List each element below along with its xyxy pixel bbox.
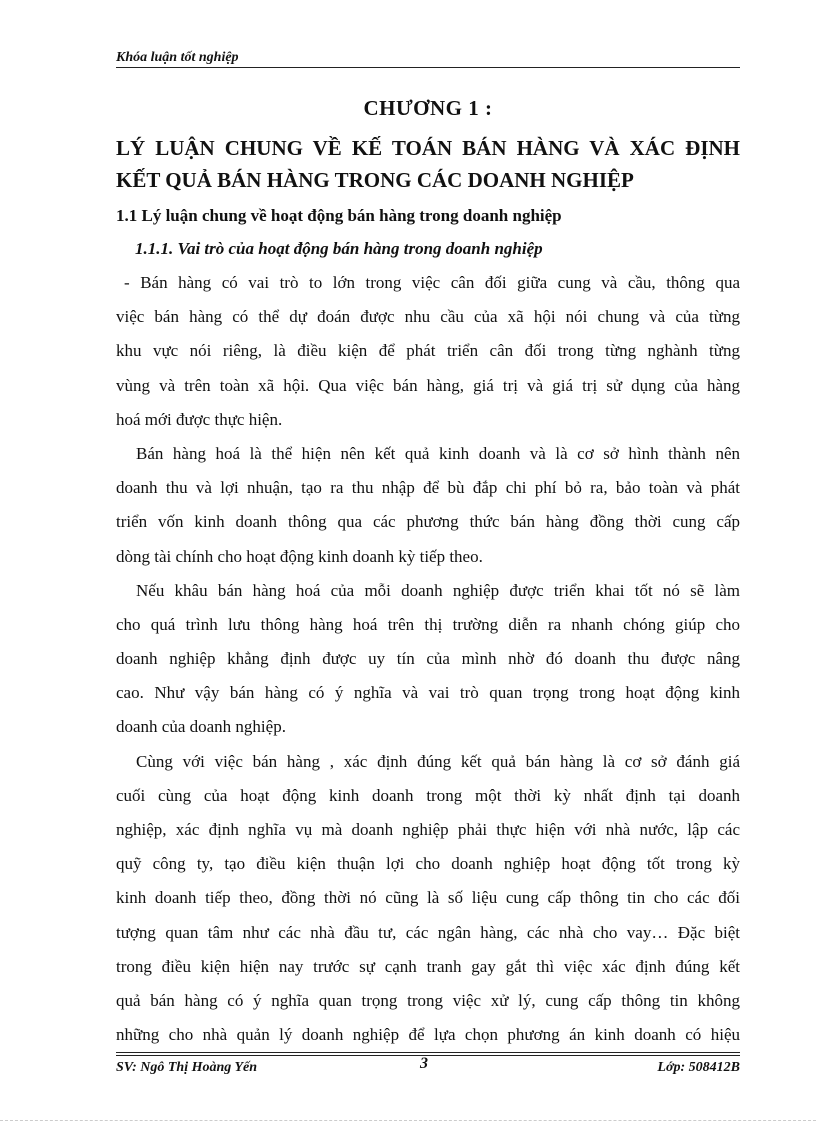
body-line: vùng và trên toàn xã hội. Qua việc bán hàng, giá trị và giá trị sử dụng của hàng — [116, 375, 740, 395]
footer-student: SV: Ngô Thị Hoàng Yến — [116, 1060, 258, 1075]
header-rule — [116, 67, 740, 68]
section-heading: 1.1 Lý luận chung về hoạt động bán hàng trong doanh nghiệp — [116, 206, 562, 225]
page-number: 3 — [420, 1055, 428, 1072]
body-line: tượng quan tâm như các nhà đầu tư, các ngân hàng, các nhà cho vay… Đặc biệt — [116, 922, 740, 942]
chapter-title-line-1: LÝ LUẬN CHUNG VỀ KẾ TOÁN BÁN HÀNG VÀ XÁC ĐỊNH — [116, 136, 740, 160]
body-line: doanh nghiệp khẳng định được uy tín của mình nhờ đó doanh thu được nâng — [116, 649, 740, 669]
footer-rule-thin — [116, 1055, 740, 1056]
body-line: Nếu khâu bán hàng hoá của mỗi doanh nghiệp được triển khai tốt nó sẽ làm — [136, 580, 740, 600]
chapter-title — [116, 132, 740, 196]
body-line: - Bán hàng có vai trò to lớn trong việc cân đối giữa cung và cầu, thông qua — [124, 273, 740, 292]
body-line: doanh của doanh nghiệp. — [116, 717, 286, 737]
body-text — [116, 266, 740, 1052]
footer-rule — [116, 1052, 740, 1053]
body-line: triển vốn kinh doanh thông qua các phương thức bán hàng đồng thời cung cấp — [116, 512, 740, 532]
page-edge — [0, 1120, 816, 1121]
body-line: dòng tài chính cho hoạt động kinh doanh kỳ tiếp theo. — [116, 546, 483, 566]
body-line: trong điều kiện hiện nay trước sự cạnh tranh gay gắt thì việc xác định đúng kết — [116, 956, 740, 976]
body-line: cho quá trình lưu thông hàng hoá trên thị trường diễn ra nhanh chóng giúp cho — [116, 614, 740, 634]
chapter-number: CHƯƠNG 1 : — [363, 96, 493, 120]
running-header: Khóa luận tốt nghiệp — [116, 50, 239, 65]
body-line: Cùng với việc bán hàng , xác định đúng kết quả bán hàng là cơ sở đánh giá — [136, 751, 740, 771]
body-line: quỹ công ty, tạo điều kiện thuận lợi cho doanh nghiệp hoạt động tốt trong kỳ — [116, 854, 740, 874]
body-line: kinh doanh tiếp theo, đồng thời nó cũng là số liệu cung cấp thông tin cho các đối — [116, 888, 740, 908]
chapter-title-line-2: KẾT QUẢ BÁN HÀNG TRONG CÁC DOANH NGHIỆP — [116, 168, 634, 192]
body-line: nghiệp, xác định nghĩa vụ mà doanh nghiệp phải thực hiện với nhà nước, lập các — [116, 820, 740, 839]
body-line: cuối cùng của hoạt động kinh doanh trong một thời kỳ nhất định tại doanh — [116, 785, 740, 805]
body-line: hoá mới được thực hiện. — [116, 409, 283, 429]
body-line: cao. Như vậy bán hàng có ý nghĩa và vai trò quan trọng trong hoạt động kinh — [116, 683, 740, 703]
body-line: quả bán hàng có ý nghĩa quan trọng trong việc xử lý, cung cấp thông tin không — [116, 990, 740, 1010]
body-line: những cho nhà quản lý doanh nghiệp để lựa chọn phương án kinh doanh có hiệu — [116, 1025, 740, 1045]
body-line: doanh thu và lợi nhuận, tạo ra thu nhập để bù đắp chi phí bỏ ra, bảo toàn và phát — [116, 478, 740, 498]
body-line: Bán hàng hoá là thể hiện nên kết quả kinh doanh và là cơ sở hình thành nên — [136, 443, 740, 463]
body-line: khu vực nói riêng, là điều kiện để phát triển cân đối trong từng nghành từng — [116, 341, 740, 361]
body-line: việc bán hàng có thể dự đoán được nhu cầu của xã hội nói chung và của từng — [116, 307, 740, 327]
footer-class: Lớp: 508412B — [657, 1060, 740, 1075]
subsection-heading: 1.1.1. Vai trò của hoạt động bán hàng trong doanh nghiệp — [135, 239, 543, 258]
